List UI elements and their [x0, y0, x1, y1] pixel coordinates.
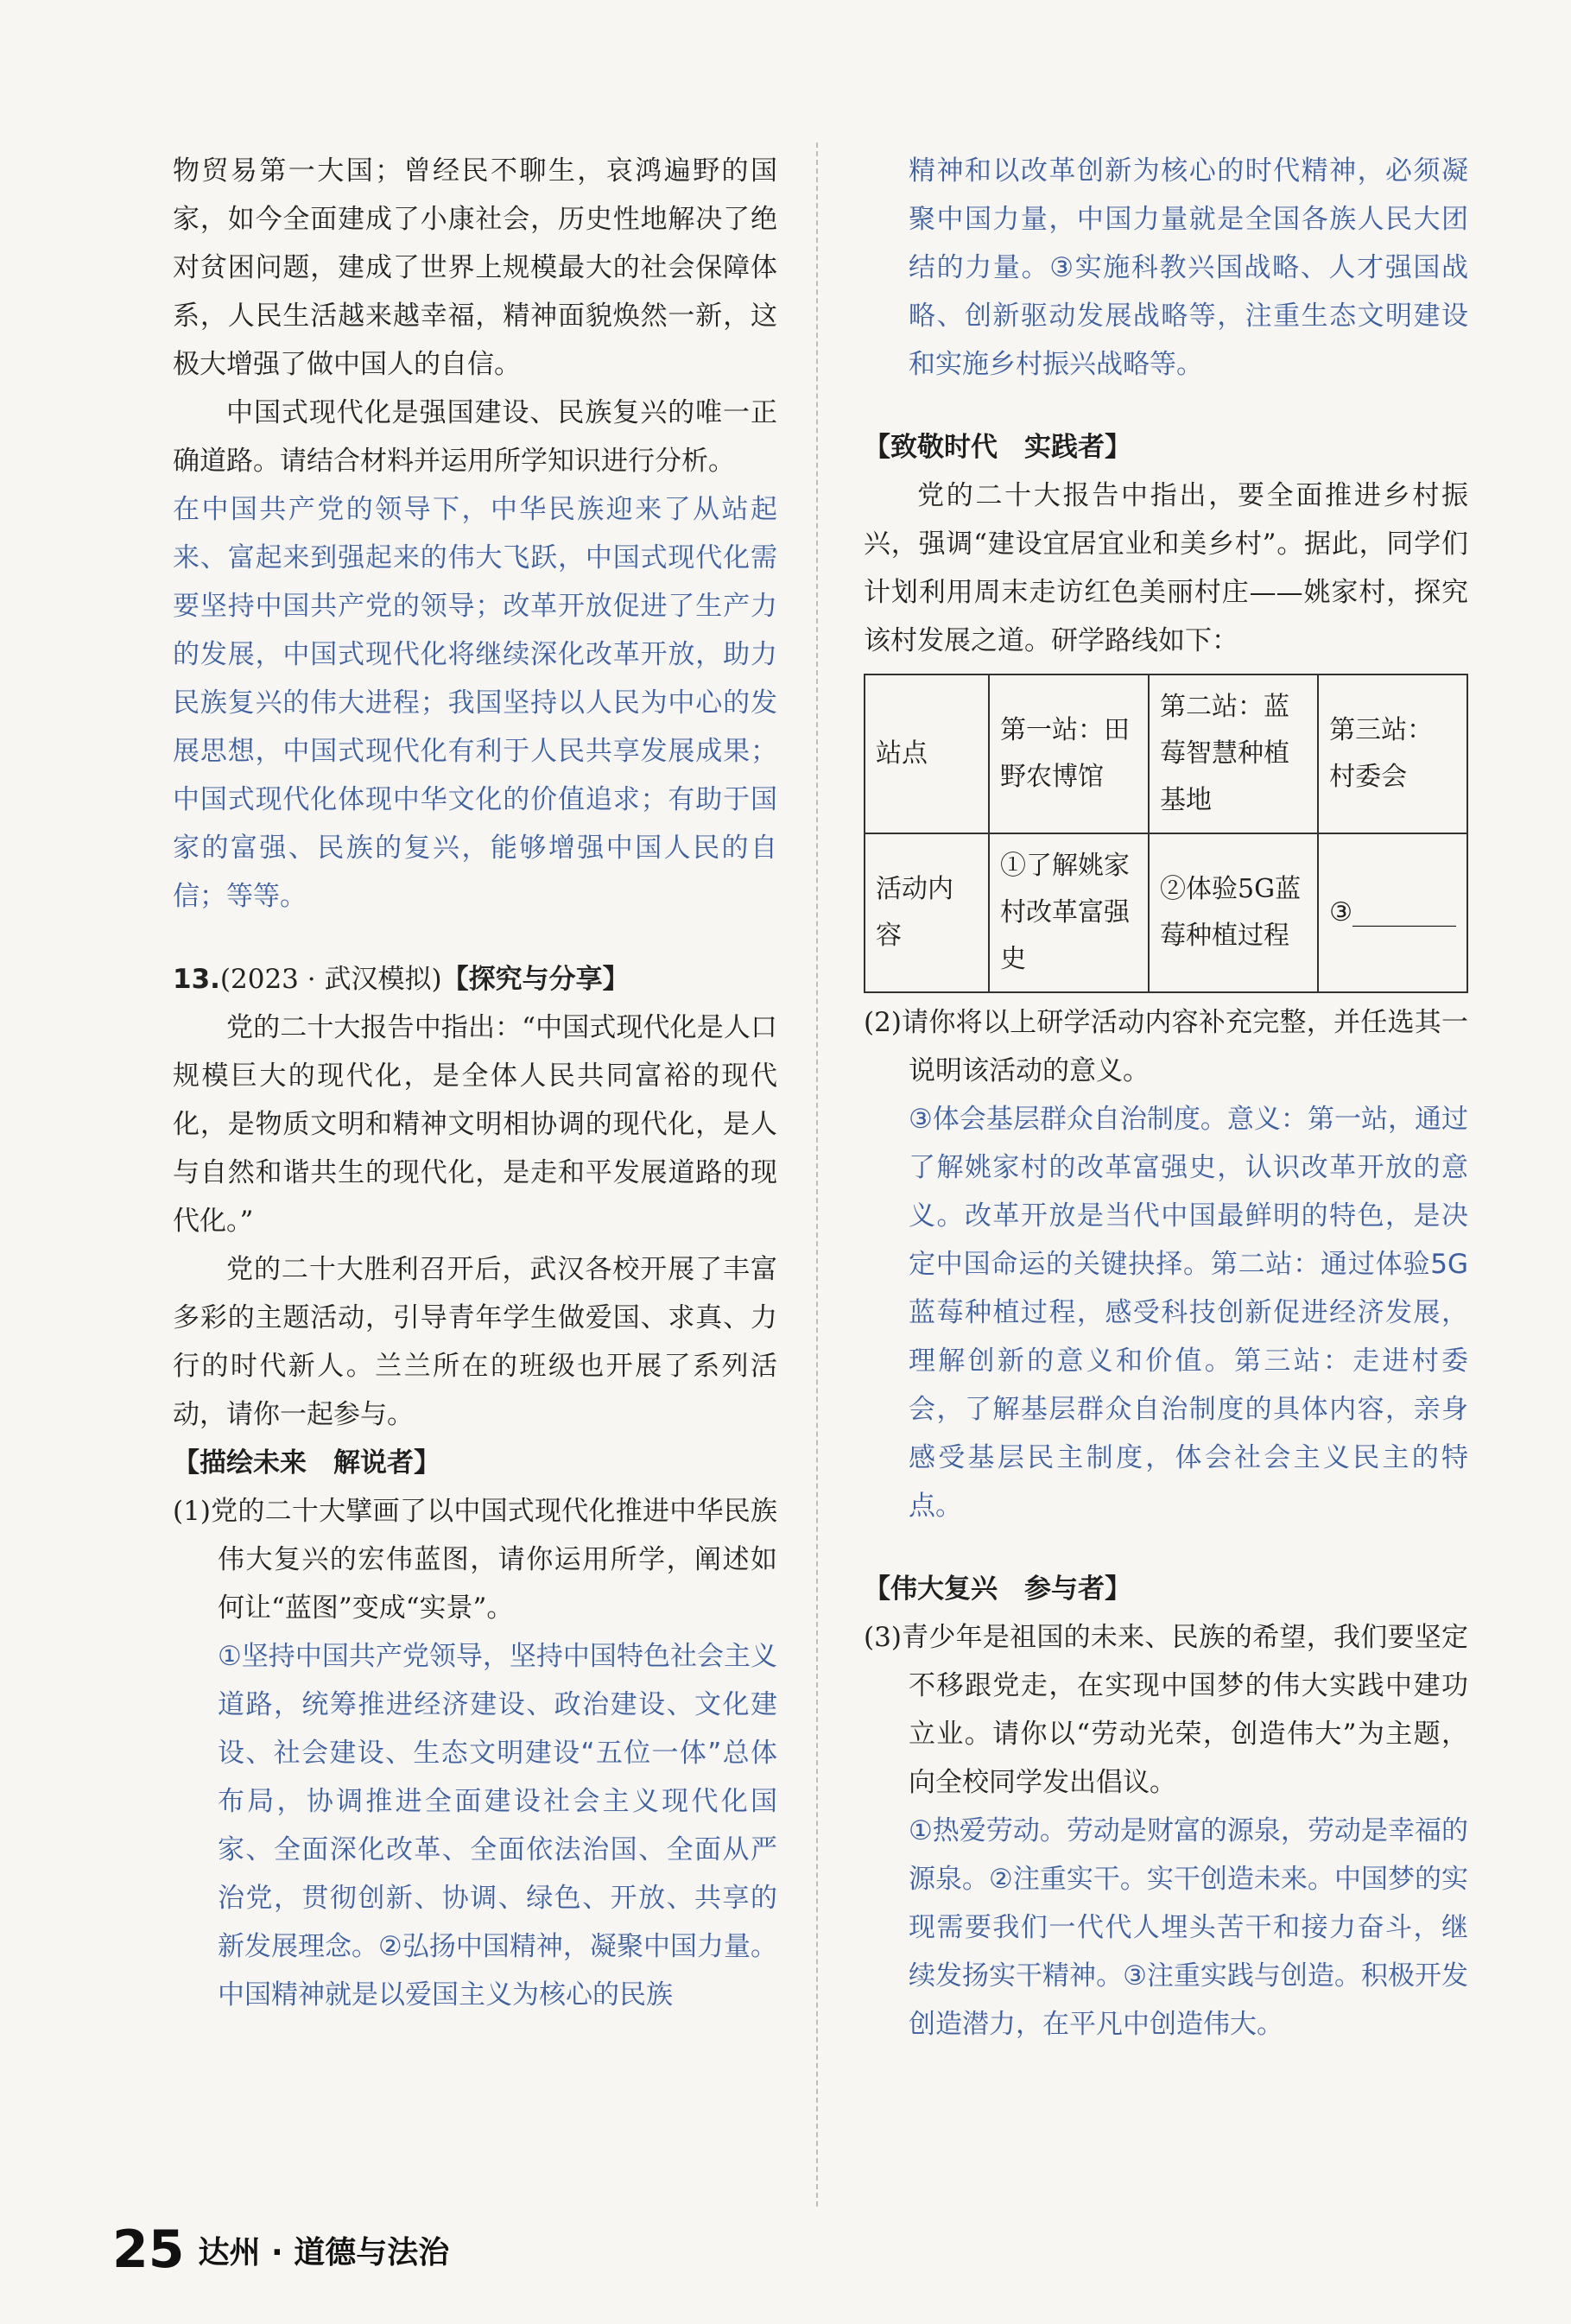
- answer-12: 在中国共产党的领导下，中华民族迎来了从站起来、富起来到强起来的伟大飞跃，中国式现代化需要坚持中国共产党的领导；改革开放促进了生产力的发展，中国式现代化将继续深化改革开放，助力民族复兴的伟大进程；我国坚持以人民为中心的发展思想，中国式现代化有利于人民共享发展成果；中国式现代化体现中华文化的价值追求；有助于国家的富强、民族的复兴，能够增强中国人民的自信；等等。: [173, 494, 777, 912]
- question-13-source: (2023 · 武汉模拟): [219, 964, 442, 995]
- column-divider: [816, 142, 818, 2207]
- spacer: [173, 921, 777, 955]
- question-13-material-1: 党的二十大报告中指出：“中国式现代化是人口规模巨大的现代化，是全体人民共同富裕的现代化，是物质文明和精神文明相协调的现代化，是人与自然和谐共生的现代化，是走和平发展道路的现代化。”: [173, 1012, 777, 1237]
- table-cell-activity-2: ②体验5G蓝莓种植过程: [1149, 833, 1318, 992]
- table-cell-station-3: 第三站：村委会: [1318, 674, 1467, 833]
- question-13-number: 13.: [173, 964, 220, 995]
- page-number: 25: [112, 2220, 185, 2280]
- question-12-prompt: 中国式现代化是强国建设、民族复兴的唯一正确道路。请结合材料并运用所学知识进行分析。: [173, 397, 777, 477]
- page-footer: [112, 2220, 449, 2280]
- sub-question-1: (1)党的二十大擘画了以中国式现代化推进中华民族伟大复兴的宏伟蓝图，请你运用所学，阐述如何让“蓝图”变成“实景”。: [173, 1496, 777, 1624]
- answer-3: ①热爱劳动。劳动是财富的源泉，劳动是幸福的源泉。②注重实干。实干创造未来。中国梦的实现需要我们一代代人埋头苦干和接力奋斗，继续发扬实干精神。③注重实践与创造。积极开发创造潜力，在平凡中创造伟大。: [909, 1815, 1468, 2040]
- table-cell-activity-3: ③________: [1318, 833, 1467, 992]
- table-row: [865, 833, 1467, 992]
- table-cell-activity-1: ①了解姚家村改革富强史: [989, 833, 1149, 992]
- sub-question-2: (2)请你将以上研学活动内容补充完整，并任选其一说明该活动的意义。: [864, 1007, 1468, 1086]
- question-2-intro: 党的二十大报告中指出，要全面推进乡村振兴，强调“建设宜居宜业和美乡村”。据此，同学们计划利用周末走访红色美丽村庄——姚家村，探究该村发展之道。研学路线如下：: [864, 480, 1468, 656]
- answer-1-part-2: 精神和以改革创新为核心的时代精神，必须凝聚中国力量，中国力量就是全国各族人民大团结的力量。③实施科教兴国战略、人才强国战略、创新驱动发展战略等，注重生态文明建设和实施乡村振兴战略等。: [909, 155, 1468, 380]
- question-13-material-2: 党的二十大胜利召开后，武汉各校开展了丰富多彩的主题活动，引导青年学生做爱国、求真、力行的时代新人。兰兰所在的班级也开展了系列活动，请你一起参与。: [173, 1254, 777, 1430]
- study-route-table: [864, 674, 1468, 993]
- left-column: [173, 147, 777, 2019]
- table-row: [865, 674, 1467, 833]
- intro-paragraph: 物贸易第一大国；曾经民不聊生，哀鸿遍野的国家，如今全面建成了小康社会，历史性地解决了绝对贫困问题，建成了世界上规模最大的社会保障体系，人民生活越来越幸福，精神面貌焕然一新，这极大增强了做中国人的自信。: [173, 155, 777, 380]
- table-header-stations: 站点: [865, 674, 989, 833]
- book-title: 达州 · 道德与法治: [198, 2234, 450, 2270]
- spacer: [864, 1530, 1468, 1565]
- table-header-activities: 活动内容: [865, 833, 989, 992]
- question-13-tag: 【探究与分享】: [441, 964, 630, 995]
- right-column: [864, 147, 1468, 2049]
- answer-2: ③体会基层群众自治制度。意义：第一站，通过了解姚家村的改革富强史，认识改革开放的意义。改革开放是当代中国最鲜明的特色，是决定中国命运的关键抉择。第二站：通过体验5G蓝莓种植过程，感受科技创新促进经济发展，理解创新的意义和价值。第三站：走进村委会，了解基层群众自治制度的具体内容，亲身感受基层民主制度，体会社会主义民主的特点。: [909, 1104, 1468, 1522]
- section-heading-2: 【致敬时代 实践者】: [864, 432, 1131, 463]
- table-cell-station-1: 第一站：田野农博馆: [989, 674, 1149, 833]
- table-cell-station-2: 第二站：蓝莓智慧种植基地: [1149, 674, 1318, 833]
- answer-1-part-1: ①坚持中国共产党领导，坚持中国特色社会主义道路，统筹推进经济建设、政治建设、文化建设、社会建设、生态文明建设“五位一体”总体布局，协调推进全面建设社会主义现代化国家、全面深化改革、全面依法治国、全面从严治党，贯彻创新、协调、绿色、开放、共享的新发展理念。②弘扬中国精神，凝聚中国力量。中国精神就是以爱国主义为核心的民族: [218, 1641, 777, 2011]
- sub-question-3: (3)青少年是祖国的未来、民族的希望，我们要坚定不移跟党走，在实现中国梦的伟大实践中建功立业。请你以“劳动光荣，创造伟大”为主题，向全校同学发出倡议。: [864, 1622, 1468, 1798]
- section-heading-3: 【伟大复兴 参与者】: [864, 1574, 1131, 1605]
- spacer: [864, 389, 1468, 423]
- section-heading-1: 【描绘未来 解说者】: [173, 1447, 440, 1479]
- question-13-header: [173, 955, 777, 1004]
